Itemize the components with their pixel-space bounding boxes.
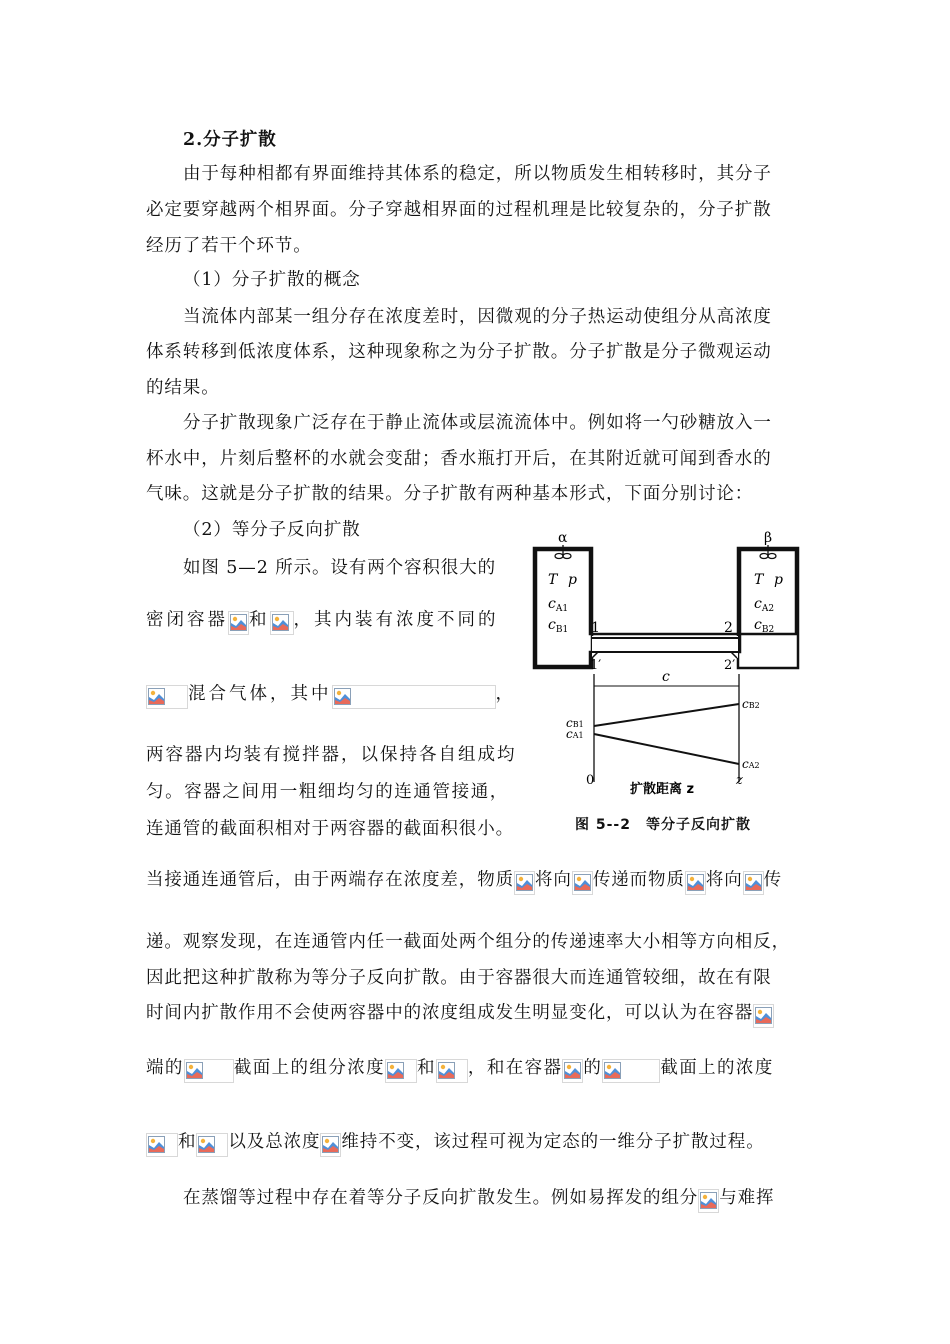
cB2-right: $c_{B2}$ (754, 617, 775, 635)
text-run: 传递而物质 (592, 870, 685, 890)
paragraph-line: 匀。容器之间用一粗细均匀的连通管接通， (146, 782, 509, 802)
paragraph-line: 经历了若干个环节。 (146, 236, 312, 256)
paragraph-line: 杯水中，片刻后整杯的水就会变甜；香水瓶打开后，在其附近就可闻到香水的 (146, 449, 772, 469)
broken-image-icon (436, 1059, 468, 1083)
broken-image-icon (196, 1133, 228, 1157)
cB-profile-line (594, 704, 739, 726)
cB1-left: $c_{B1}$ (548, 617, 569, 635)
paragraph-line: 递。观察发现，在连通管内任一截面处两个组分的传递速率大小相等方向相反， (146, 932, 790, 952)
text-run: 和 (178, 1132, 197, 1152)
text-run: 将向 (705, 870, 743, 890)
paragraph-line (146, 1130, 806, 1157)
text-run: 将向 (535, 870, 572, 890)
section-1-label: 1 (591, 620, 600, 636)
broken-image-icon (562, 1059, 583, 1083)
x-axis-label: 扩散距离 z (630, 782, 695, 797)
text-run: 的 (583, 1058, 603, 1078)
broken-image-icon (514, 871, 535, 895)
text-run: 时间内扩散作用不会使两容器中的浓度组成发生明显变化，可以认为在容器 (146, 1003, 754, 1023)
broken-image-icon (146, 685, 188, 709)
text-run: 与难挥 (719, 1188, 775, 1208)
cB1-axis-label: cB1 (566, 716, 584, 730)
paragraph-line (146, 1001, 806, 1028)
paragraph-line: 如图 5—2 所示。设有两个容积很大的 (183, 558, 496, 578)
broken-image-icon (146, 1133, 178, 1157)
paragraph-line (183, 1186, 806, 1213)
paragraph-line: 气味。这就是分子扩散的结果。分子扩散有两种基本形式，下面分别讨论： (146, 484, 754, 504)
broken-image-icon (270, 611, 294, 635)
text-run: ，其内装有浓度不同的 (293, 610, 499, 630)
section-heading: 2.分子扩散 (183, 130, 277, 150)
paragraph-line: 的结果。 (146, 378, 220, 398)
text-run: 在蒸馏等过程中存在着等分子反向扩散发生。例如易挥发的组分 (183, 1188, 699, 1208)
section-2-label: 2 (724, 620, 733, 636)
z-end-label: z (736, 773, 743, 788)
broken-image-icon (602, 1059, 660, 1083)
cA1-left: $c_{A1}$ (548, 596, 569, 614)
figure-caption: 图 5--2 等分子反向扩散 (575, 817, 751, 833)
text-run: 和 (417, 1058, 436, 1078)
broken-image-icon (228, 611, 249, 635)
cB2-axis-label: cB2 (742, 697, 760, 711)
text-run: 混合气体，其中 (188, 684, 332, 704)
text-run: 和 (249, 610, 270, 630)
subheading: （2）等分子反向扩散 (183, 520, 361, 540)
text-run: 传 (763, 870, 783, 890)
paragraph-line: 连通管的截面积相对于两容器的截面积很小。 (146, 819, 514, 839)
paragraph-line: 两容器内均装有搅拌器，以保持各自组成均 (146, 745, 517, 765)
broken-image-icon (753, 1004, 774, 1028)
paragraph-line: 必定要穿越两个相界面。分子穿越相界面的过程机理是比较复杂的，分子扩散 (146, 200, 772, 220)
broken-image-icon (572, 871, 593, 895)
paragraph-line: 分子扩散现象广泛存在于静止流体或层流流体中。例如将一勺砂糖放入一 (183, 413, 772, 433)
text-run: 维持不变，该过程可视为定态的一维分子扩散过程。 (341, 1132, 765, 1152)
paragraph-line: 因此把这种扩散称为等分子反向扩散。由于容器很大而连通管较细，故在有限 (146, 968, 772, 988)
diffusion-figure (528, 528, 800, 810)
text-run: 截面上的组分浓度 (233, 1058, 386, 1078)
paragraph-line (146, 608, 526, 635)
T-left: T (548, 572, 558, 588)
broken-image-icon (698, 1189, 719, 1213)
text-run: 密闭容器 (146, 610, 228, 630)
text-run: 当接通连通管后，由于两端存在浓度差，物质 (146, 870, 514, 890)
broken-image-icon (320, 1133, 341, 1157)
section-1p-label: 1′ (590, 658, 602, 673)
p-right: p (774, 572, 783, 588)
cA1-axis-label: cA1 (566, 727, 584, 741)
cA2-right: $c_{A2}$ (754, 596, 775, 614)
text-run: ，和在容器 (467, 1058, 563, 1078)
broken-image-icon (385, 1059, 417, 1083)
broken-image-icon (685, 871, 706, 895)
cA2-axis-label: cA2 (742, 757, 760, 771)
text-run: ， (495, 684, 516, 704)
paragraph-line (146, 1056, 806, 1083)
text-run: 以及总浓度 (228, 1132, 321, 1152)
alpha-label: α (558, 530, 568, 546)
text-run: 端的 (146, 1058, 184, 1078)
text-run: 截面上的浓度 (660, 1058, 774, 1078)
broken-image-icon (332, 685, 496, 709)
subheading: （1）分子扩散的概念 (183, 270, 361, 290)
broken-image-icon (743, 871, 764, 895)
origin-label: 0 (586, 773, 595, 788)
section-2p-label: 2′ (724, 658, 736, 673)
T-right: T (754, 572, 764, 588)
paragraph-line: 当流体内部某一组分存在浓度差时，因微观的分子热运动使组分从高浓度 (183, 307, 772, 327)
paragraph-line (146, 682, 526, 709)
length-label: c (662, 669, 670, 685)
beta-label: β (764, 530, 773, 546)
paragraph-line: 体系转移到低浓度体系，这种现象称之为分子扩散。分子扩散是分子微观运动 (146, 342, 772, 362)
paragraph-line: 由于每种相都有界面维持其体系的稳定，所以物质发生相转移时，其分子 (183, 164, 772, 184)
cA-profile-line (594, 734, 739, 764)
broken-image-icon (184, 1059, 234, 1083)
p-left: p (568, 572, 577, 588)
paragraph-line (146, 868, 806, 895)
